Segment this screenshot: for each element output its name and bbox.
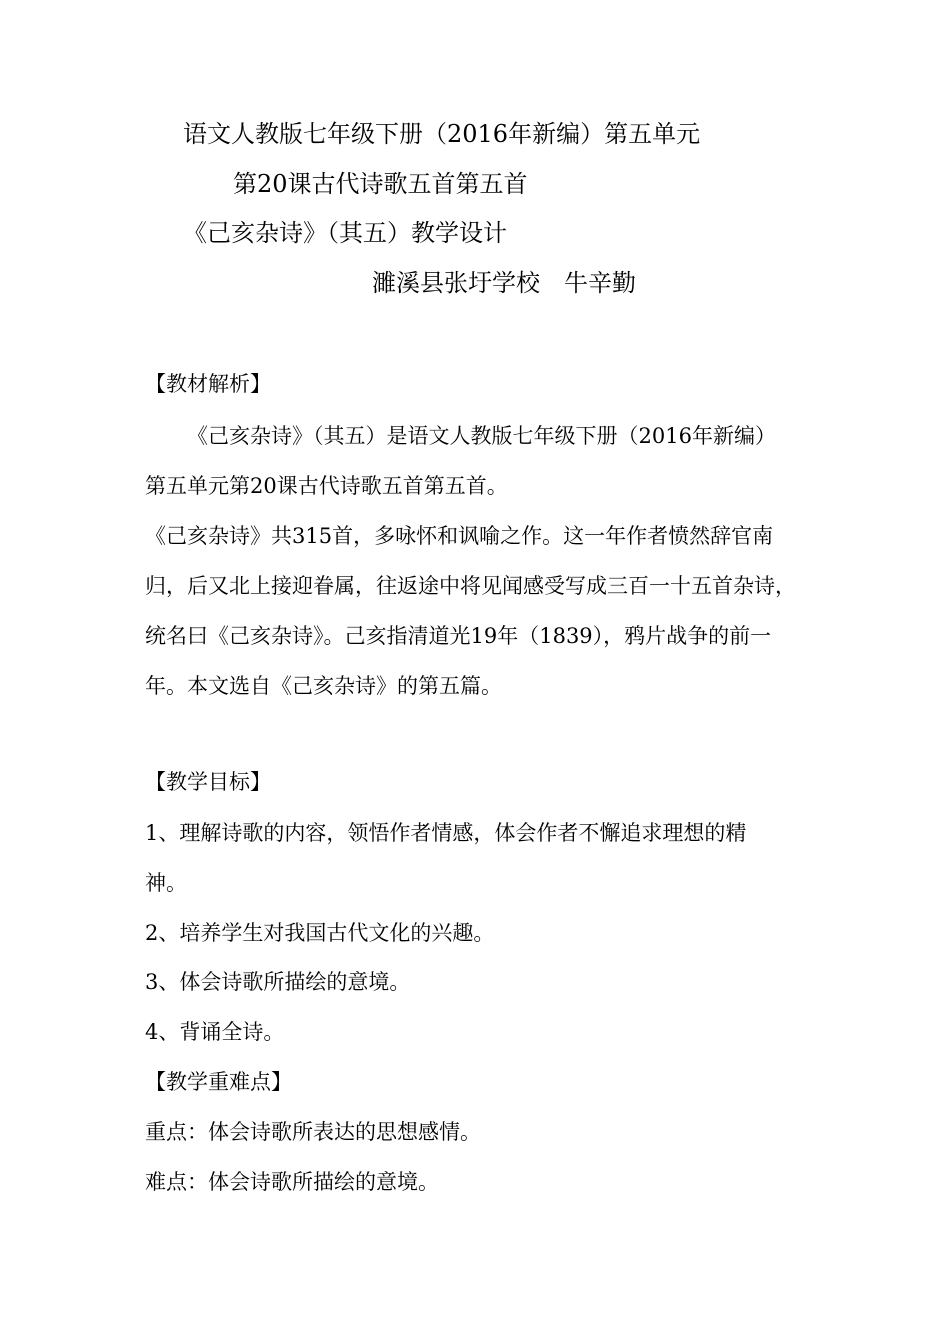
objective-line: 2、培养学生对我国古代文化的兴趣。: [145, 921, 495, 945]
document-title-line-2: 第20课古代诗歌五首第五首: [233, 170, 528, 198]
section-heading-keypoints: 【教学重难点】: [145, 1070, 292, 1094]
objective-line: 4、背诵全诗。: [145, 1020, 285, 1044]
keypoint-line: 难点：体会诗歌所描绘的意境。: [145, 1170, 439, 1194]
analysis-line: 归，后又北上接迎眷属，往返途中将见闻感受写成三百一十五首杂诗，: [145, 574, 796, 598]
objective-line: 1、理解诗歌的内容，领悟作者情感，体会作者不懈追求理想的精: [145, 821, 747, 845]
analysis-line: 《己亥杂诗》共315首，多咏怀和讽喻之作。这一年作者愤然辞官南: [145, 524, 774, 548]
analysis-line: 《己亥杂诗》（其五）是语文人教版七年级下册（2016年新编）: [187, 424, 776, 448]
analysis-line: 第五单元第20课古代诗歌五首第五首。: [145, 474, 508, 498]
analysis-line: 年。本文选自《己亥杂诗》的第五篇。: [145, 674, 502, 698]
analysis-line: 统名曰《己亥杂诗》。己亥指清道光19年（1839），鸦片战争的前一: [145, 624, 772, 648]
author-line: 濉溪县张圩学校 牛辛勤: [372, 269, 636, 297]
keypoint-line: 重点：体会诗歌所表达的思想感情。: [145, 1120, 481, 1144]
document-title-line-1: 语文人教版七年级下册（2016年新编）第五单元: [183, 120, 701, 148]
objective-line: 3、体会诗歌所描绘的意境。: [145, 970, 411, 994]
section-heading-objectives: 【教学目标】: [145, 770, 271, 794]
document-title-line-3: 《己亥杂诗》（其五）教学设计: [183, 219, 507, 247]
objective-line: 神。: [145, 871, 187, 895]
section-heading-analysis: 【教材解析】: [145, 372, 271, 396]
